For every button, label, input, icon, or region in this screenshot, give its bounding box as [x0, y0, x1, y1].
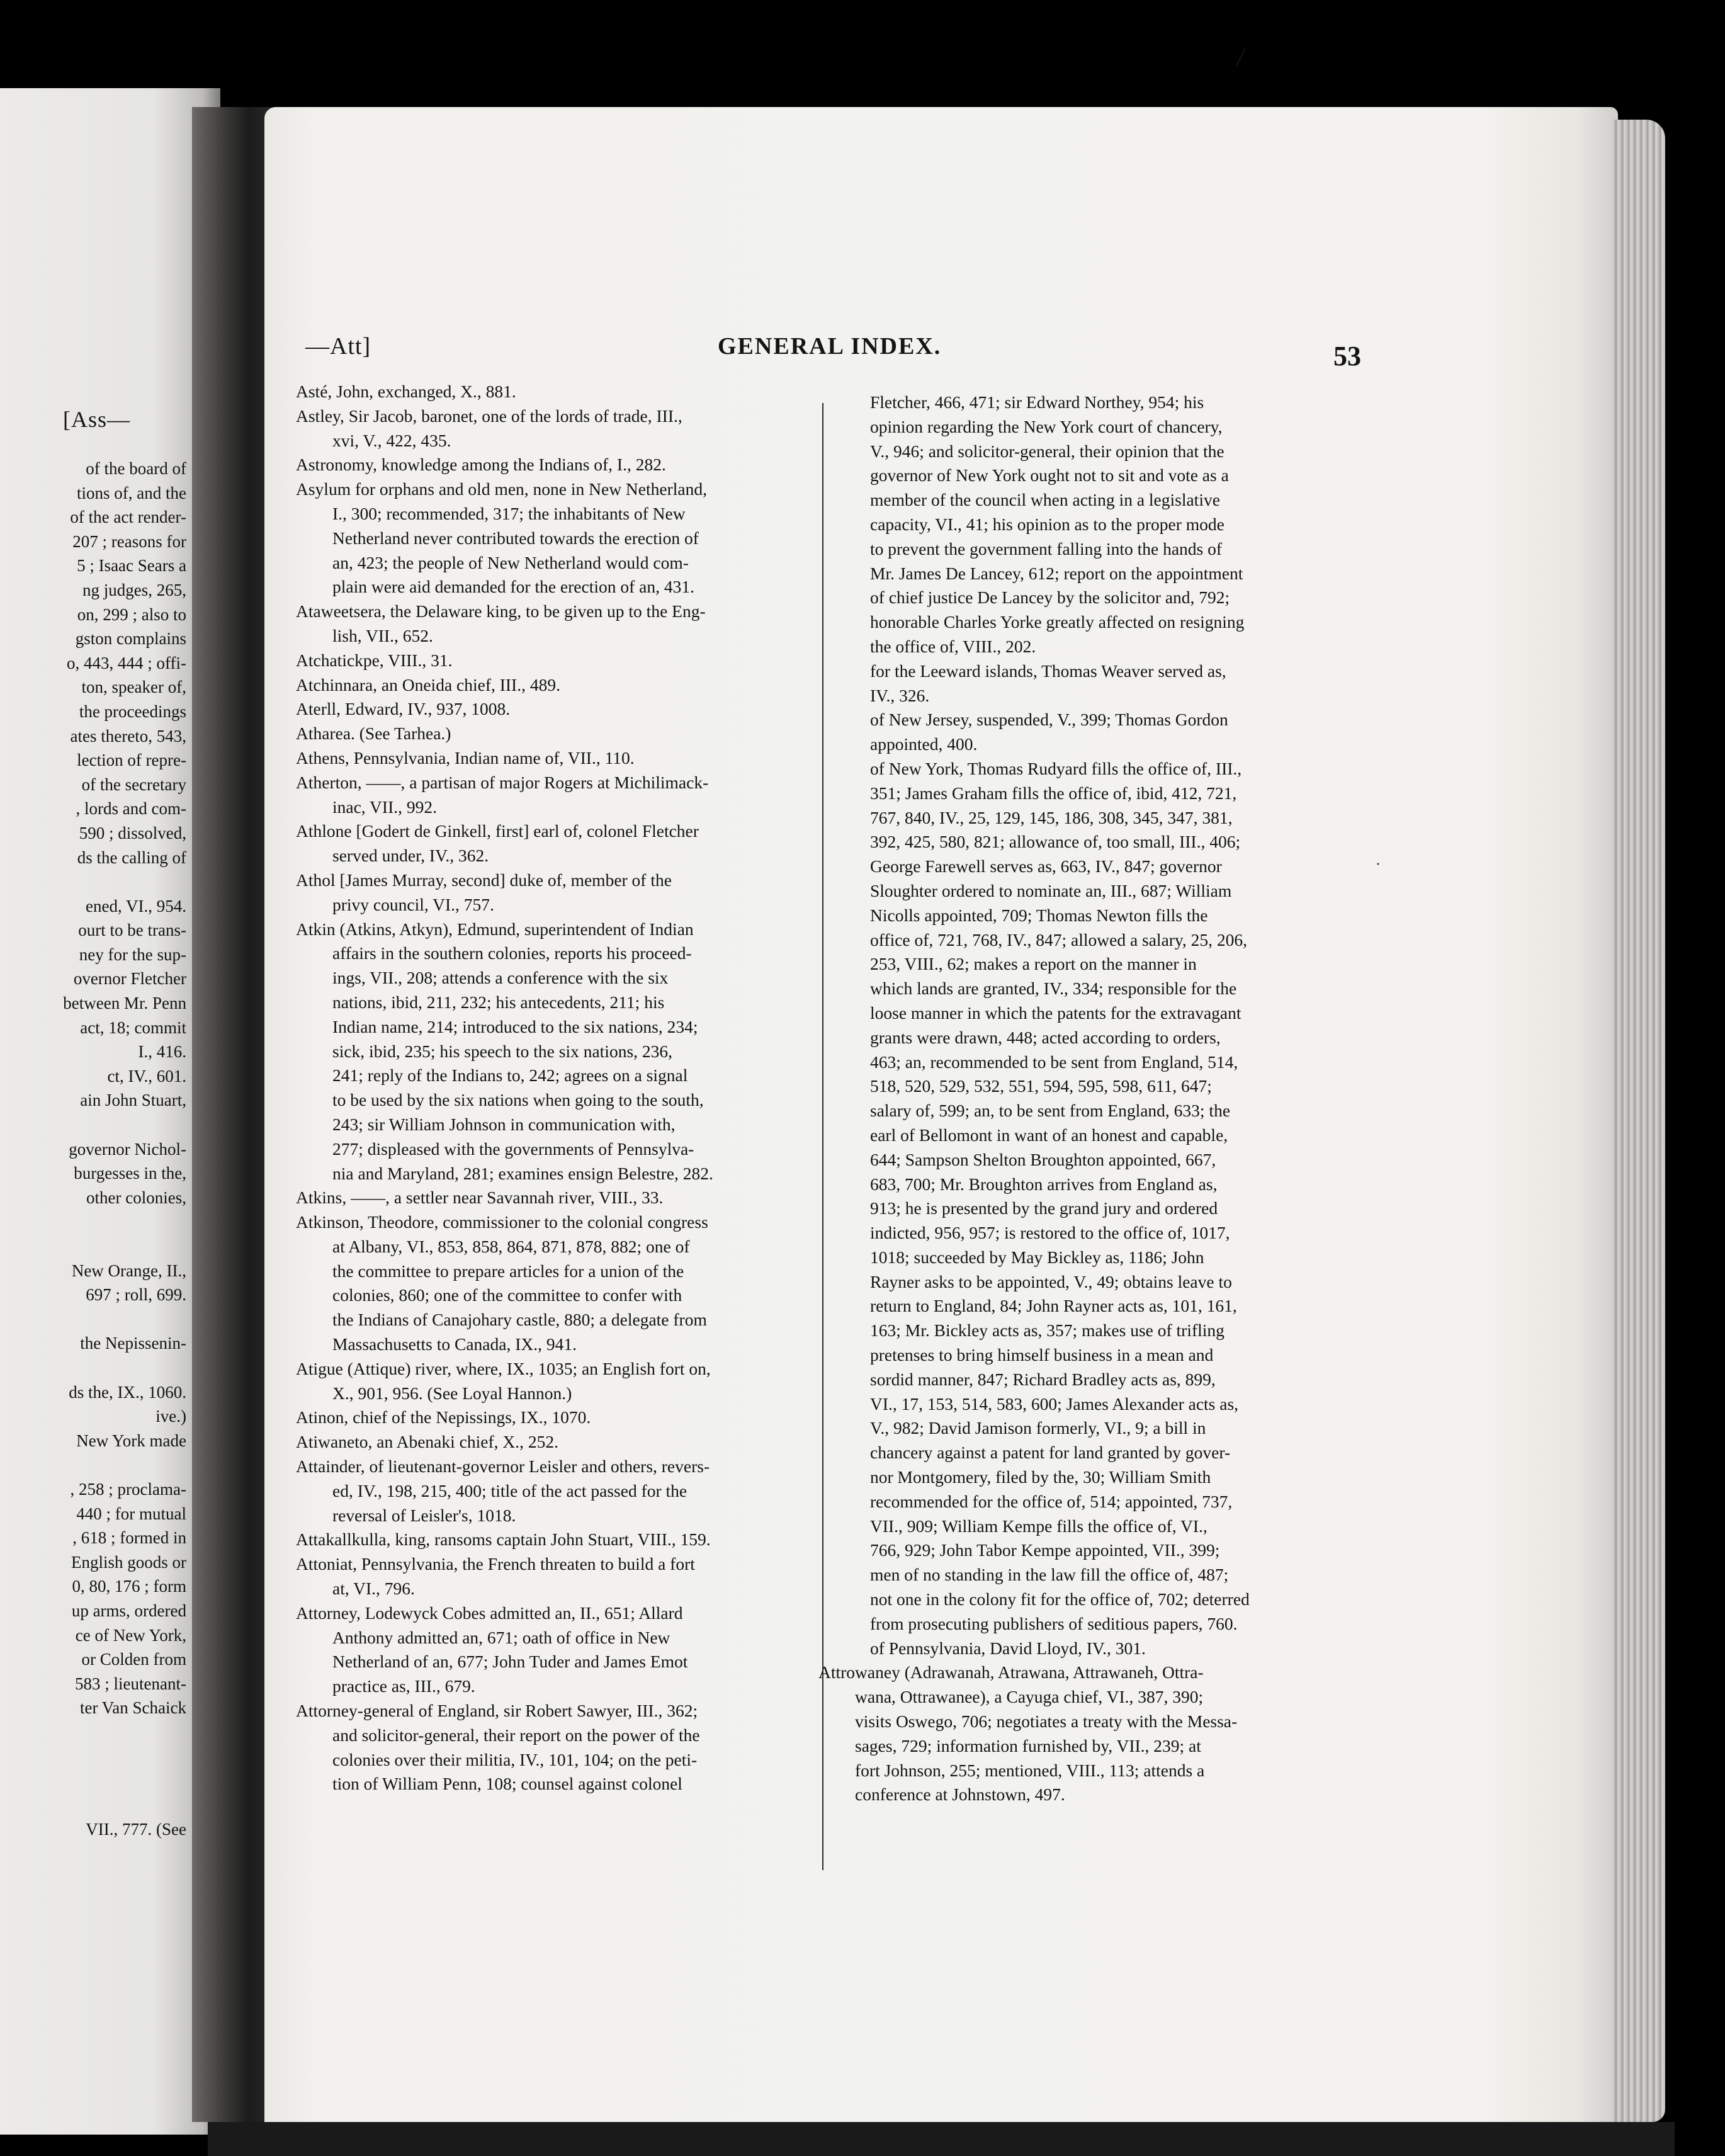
index-entry-line: X., 901, 956. (See Loyal Hannon.) — [332, 1383, 572, 1403]
stray-pen-mark: / — [1235, 41, 1247, 73]
index-column-right — [818, 390, 1366, 1807]
index-entry-line: Atchatickpe, VIII., 31. — [296, 650, 453, 670]
index-entry-line: grants were drawn, 448; acted according to orders, — [870, 1027, 1221, 1047]
index-subentry — [818, 708, 1366, 757]
index-entry-line: affairs in the southern colonies, reports his proceed- — [332, 943, 692, 963]
index-entry-line: of Pennsylvania, David Lloyd, IV., 301. — [870, 1638, 1146, 1658]
index-entry-line: Rayner asks to be appointed, V., 49; obtains leave to — [870, 1271, 1232, 1291]
left-page-line: 440 ; for mutual — [76, 1504, 186, 1523]
index-entry — [296, 673, 812, 698]
index-entry-line: xvi, V., 422, 435. — [332, 430, 451, 450]
index-entry-line: of New York, Thomas Rudyard fills the office of, III., — [870, 758, 1242, 778]
left-page-line: ds the calling of — [77, 848, 186, 867]
left-page-text-fragments — [0, 457, 214, 1842]
index-entry-line: the Indians of Canajohary castle, 880; a delegate from — [332, 1310, 707, 1330]
index-entry-line: fort Johnson, 255; mentioned, VIII., 113; attends a — [855, 1760, 1205, 1780]
index-entry-line: Atinon, chief of the Nepissings, IX., 1070. — [296, 1407, 591, 1427]
index-entry-line: the office of, VIII., 202. — [870, 636, 1036, 656]
left-page-line: I., 416. — [138, 1042, 186, 1062]
left-page-line — [0, 1720, 214, 1745]
index-entry — [296, 1357, 812, 1406]
index-entry-line: I., 300; recommended, 317; the inhabitants of New — [332, 503, 686, 523]
left-page-running-head: [Ass— — [63, 407, 131, 432]
index-entry-line: chancery against a patent for land granted by gover- — [870, 1443, 1231, 1463]
index-entry-line: Attorney-general of England, sir Robert Sawyer, III., 362; — [296, 1701, 698, 1721]
index-entry-line: and solicitor-general, their report on the power of the — [332, 1725, 700, 1745]
stray-dot-mark: · — [1376, 856, 1381, 873]
index-entry — [296, 404, 812, 453]
index-entry-line: colonies, 860; one of the committee to confer with — [332, 1285, 682, 1305]
index-entry-line: Mr. James De Lancey, 612; report on the appointment — [870, 563, 1243, 583]
left-page-line: 5 ; Isaac Sears a — [77, 556, 186, 576]
left-page-line: , lords and com- — [76, 799, 186, 819]
index-entry-line: member of the council when acting in a legislative — [870, 490, 1220, 510]
left-page-line — [0, 1453, 214, 1477]
index-entry — [296, 453, 812, 477]
index-entry-line: inac, VII., 992. — [332, 797, 437, 817]
index-entry-line: indicted, 956, 957; is restored to the office of, 1017, — [870, 1223, 1230, 1243]
left-page-line: between Mr. Penn — [63, 994, 186, 1013]
left-page-line: of the secretary — [81, 774, 186, 794]
left-page-line: English goods or — [71, 1552, 186, 1572]
index-entry-line: pretenses to bring himself business in a mean and — [870, 1345, 1214, 1365]
index-entry-line: ed, IV., 198, 215, 400; title of the act passed for the — [332, 1480, 687, 1501]
index-entry-line: V., 946; and solicitor-general, their opinion that the — [870, 441, 1224, 461]
index-entry-line: at Albany, VI., 853, 858, 864, 871, 878, 882; one of — [332, 1236, 690, 1256]
index-entry-line: Atiwaneto, an Abenaki chief, X., 252. — [296, 1432, 558, 1452]
index-entry-line: plain were aid demanded for the erection of an, 431. — [332, 577, 694, 597]
left-page-line — [0, 1210, 214, 1234]
index-entry-line: governor of New York ought not to sit and vote as a — [870, 465, 1229, 485]
index-entry-line: Astley, Sir Jacob, baronet, one of the lords of trade, III., — [296, 406, 682, 426]
index-entry-line: recommended for the office of, 514; appointed, 737, — [870, 1491, 1233, 1511]
page-stack-edge — [1612, 120, 1665, 2122]
index-entry-line: Atharea. (See Tarhea.) — [296, 723, 451, 744]
left-page-line: 697 ; roll, 699. — [86, 1285, 186, 1305]
index-entry — [296, 1552, 812, 1601]
left-page-line: ney for the sup- — [79, 945, 186, 964]
index-entry — [296, 697, 812, 722]
left-page-line: the Nepissenin- — [80, 1334, 186, 1353]
index-entry-line: Atherton, ——, a partisan of major Rogers at Michilimack- — [296, 772, 709, 792]
index-entry-line: Attainder, of lieutenant-governor Leisler and others, revers- — [296, 1456, 710, 1477]
running-head-range: —Att] — [305, 333, 371, 360]
index-entry — [296, 1455, 812, 1528]
index-entry-line: 163; Mr. Bickley acts as, 357; makes use of trifling — [870, 1320, 1224, 1341]
left-page-line: ive.) — [156, 1407, 186, 1426]
index-entry-line: to prevent the government falling into the hands of — [870, 538, 1223, 559]
left-page-line: ened, VI., 954. — [86, 896, 186, 916]
index-entry — [296, 1210, 812, 1357]
index-entry-line: Atkinson, Theodore, commissioner to the colonial congress — [296, 1212, 708, 1232]
index-entry — [296, 1528, 812, 1552]
index-entry-line: at, VI., 796. — [332, 1579, 415, 1599]
left-page-line: ourt to be trans- — [78, 921, 186, 940]
index-entry-line: Sloughter ordered to nominate an, III., 687; William — [870, 880, 1232, 900]
index-entry-line: of New Jersey, suspended, V., 399; Thomas Gordon — [870, 710, 1228, 730]
index-entry-line: Aterll, Edward, IV., 937, 1008. — [296, 699, 511, 719]
index-entry-line: Atchinnara, an Oneida chief, III., 489. — [296, 674, 560, 695]
index-entry-line: sick, ibid, 235; his speech to the six nations, 236, — [332, 1041, 673, 1061]
index-entry-line: privy council, VI., 757. — [332, 894, 494, 914]
index-entry-line: 767, 840, IV., 25, 129, 145, 186, 308, 345, 347, 381, — [870, 807, 1233, 827]
left-page-line: ates thereto, 543, — [70, 726, 186, 746]
index-entry-line: VI., 17, 153, 514, 583, 600; James Alexander acts as, — [870, 1393, 1239, 1414]
index-entry-line: 1018; succeeded by May Bickley as, 1186; John — [870, 1247, 1204, 1267]
page-number: 53 — [1333, 341, 1361, 372]
index-entry — [296, 1186, 812, 1210]
index-entry-line: Netherland of an, 677; John Tuder and James Emot — [332, 1652, 688, 1672]
left-page-line — [0, 870, 214, 894]
index-entry-line: Athol [James Murray, second] duke of, member of the — [296, 870, 672, 890]
left-page-line: VII., 777. (See — [86, 1820, 186, 1839]
index-entry-line: 351; James Graham fills the office of, ibid, 412, 721, — [870, 783, 1237, 803]
index-entry — [296, 819, 812, 868]
left-page-line: the proceedings — [79, 701, 186, 721]
index-entry-line: Astronomy, knowledge among the Indians of, I., 282. — [296, 455, 666, 475]
left-page-line: tions of, and the — [77, 483, 186, 502]
left-page-line: ct, IV., 601. — [107, 1066, 186, 1086]
left-page-line: New York made — [76, 1431, 186, 1450]
index-entry-line: Indian name, 214; introduced to the six nations, 234; — [332, 1016, 698, 1036]
index-entry-line: return to England, 84; John Rayner acts as, 101, 161, — [870, 1296, 1237, 1316]
index-entry-line: Asté, John, exchanged, X., 881. — [296, 382, 516, 401]
index-entry-line: served under, IV., 362. — [332, 846, 489, 866]
index-entry-line: honorable Charles Yorke greatly affected on resigning — [870, 612, 1245, 632]
left-page-line: ter Van Schaick — [80, 1698, 186, 1718]
left-page-line: on, 299 ; also to — [77, 604, 186, 624]
left-page-line: governor Nichol- — [69, 1139, 186, 1159]
left-page-line: New Orange, II., — [71, 1261, 186, 1280]
index-entry-line: Ataweetsera, the Delaware king, to be given up to the Eng- — [296, 601, 706, 621]
left-page-line: ain John Stuart, — [80, 1091, 186, 1110]
index-entry — [296, 771, 812, 820]
index-entry-line: to be used by the six nations when going to the south, — [332, 1090, 704, 1110]
index-entry-line: 683, 700; Mr. Broughton arrives from England as, — [870, 1174, 1218, 1194]
index-entry-line: Attrowaney (Adrawanah, Atrawana, Attrawaneh, Ottra- — [818, 1662, 1204, 1682]
index-entry-line: Atkins, ——, a settler near Savannah river, VIII., 33. — [296, 1188, 664, 1208]
index-entry — [296, 1699, 812, 1796]
index-entry-line: loose manner in which the patents for the extravagant — [870, 1002, 1241, 1023]
index-entry — [296, 1601, 812, 1699]
left-page-line — [0, 1356, 214, 1380]
left-page-line: or Colden from — [81, 1650, 186, 1669]
left-page-line — [0, 1234, 214, 1259]
index-entry-line: 243; sir William Johnson in communication with, — [332, 1114, 676, 1134]
index-entry-line: 392, 425, 580, 821; allowance of, too small, III., 406; — [870, 832, 1241, 852]
left-page-line: gston complains — [75, 629, 186, 649]
index-entry — [296, 477, 812, 599]
index-entry-line: Anthony admitted an, 671; oath of office in New — [332, 1627, 670, 1647]
index-entry-line: office of, 721, 768, IV., 847; allowed a salary, 25, 206, — [870, 929, 1248, 950]
index-subentry — [818, 1637, 1366, 1661]
index-entry-line: Attorney, Lodewyck Cobes admitted an, II., 651; Allard — [296, 1603, 683, 1623]
left-page-line: lection of repre- — [77, 751, 186, 770]
index-entry-line: tion of William Penn, 108; counsel against colonel — [332, 1774, 682, 1794]
index-entry — [296, 722, 812, 746]
index-entry-line: practice as, III., 679. — [332, 1676, 475, 1696]
index-entry-line: wana, Ottrawanee), a Cayuga chief, VI., 387, 390; — [855, 1687, 1204, 1707]
index-entry-line: colonies over their militia, IV., 101, 104; on the peti- — [332, 1749, 698, 1769]
left-page-line: of the board of — [86, 459, 186, 478]
left-page-line: 207 ; reasons for — [72, 531, 186, 551]
index-entry — [296, 1405, 812, 1430]
left-page-line — [0, 1793, 214, 1818]
left-page-line: burgesses in the, — [74, 1164, 186, 1183]
index-entry-line: Atigue (Attique) river, where, IX., 1035; an English fort on, — [296, 1358, 711, 1378]
index-entry-line: Asylum for orphans and old men, none in New Netherland, — [296, 479, 707, 499]
left-page-line: ds the, IX., 1060. — [69, 1382, 186, 1402]
index-entry-line: 241; reply of the Indians to, 242; agrees on a signal — [332, 1065, 688, 1086]
left-page-line: up arms, ordered — [71, 1601, 186, 1620]
index-entry-line: 277; displeased with the governments of Pennsylva- — [332, 1138, 694, 1159]
left-page-line: act, 18; commit — [80, 1018, 186, 1037]
index-entry-line: IV., 326. — [870, 685, 930, 705]
index-entry — [818, 1660, 1366, 1807]
index-entry-line: V., 982; David Jamison formerly, VI., 9; a bill in — [870, 1418, 1206, 1438]
index-entry — [296, 868, 812, 917]
index-entry-line: Attakallkulla, king, ransoms captain John Stuart, VIII., 159. — [296, 1529, 711, 1550]
left-page-line: ce of New York, — [75, 1625, 186, 1645]
left-page-line — [0, 1307, 214, 1332]
index-entry — [296, 380, 812, 404]
index-entry — [296, 1430, 812, 1455]
index-entry-line: VII., 909; William Kempe fills the office of, VI., — [870, 1516, 1208, 1536]
index-entry-line: 463; an, recommended to be sent from England, 514, — [870, 1052, 1238, 1072]
index-subentry — [818, 757, 1366, 1637]
index-entry-line: not one in the colony fit for the office of, 702; deterred — [870, 1589, 1250, 1609]
index-entry-line: George Farewell serves as, 663, IV., 847; governor — [870, 856, 1222, 877]
index-entry-line: Athlone [Godert de Ginkell, first] earl of, colonel Fletcher — [296, 821, 699, 841]
index-entry-line: earl of Bellomont in want of an honest and capable, — [870, 1125, 1228, 1145]
index-entry — [296, 917, 812, 1186]
page-title: GENERAL INDEX. — [718, 333, 942, 360]
index-entry-line: 766, 929; John Tabor Kempe appointed, VII., 399; — [870, 1540, 1220, 1560]
left-page-line: other colonies, — [86, 1188, 186, 1207]
left-page-line: overnor Fletcher — [73, 969, 186, 989]
index-entry-line: nia and Maryland, 281; examines ensign Belestre, 282. — [332, 1163, 713, 1183]
left-page-line: 590 ; dissolved, — [79, 823, 186, 843]
index-entry-line: 518, 520, 529, 532, 551, 594, 595, 598, 611, 647; — [870, 1076, 1212, 1096]
index-entry-line: capacity, VI., 41; his opinion as to the proper mode — [870, 514, 1224, 534]
left-page-line: 583 ; lieutenant- — [75, 1674, 186, 1693]
index-entry — [296, 599, 812, 649]
index-entry — [296, 746, 812, 771]
index-entry-line: for the Leeward islands, Thomas Weaver served as, — [870, 661, 1226, 681]
index-entry-line: Fletcher, 466, 471; sir Edward Northey, 954; his — [870, 392, 1204, 412]
index-entry-line: Attoniat, Pennsylvania, the French threaten to build a fort — [296, 1554, 695, 1574]
index-entry-line: lish, VII., 652. — [332, 625, 433, 645]
index-entry-line: conference at Johnstown, 497. — [855, 1784, 1065, 1805]
left-page-line: o, 443, 444 ; offi- — [67, 653, 186, 672]
index-entry-line: 913; he is presented by the grand jury and ordered — [870, 1198, 1218, 1218]
index-entry-line: 644; Sampson Shelton Broughton appointed, 667, — [870, 1149, 1216, 1169]
left-page-line: ng judges, 265, — [82, 580, 186, 599]
index-entry — [296, 649, 812, 673]
left-page-line: ton, speaker of, — [81, 678, 186, 697]
index-entry-continued — [818, 390, 1366, 659]
index-entry-line: an, 423; the people of New Netherland would com- — [332, 552, 689, 572]
left-page-line — [0, 1744, 214, 1769]
index-entry-line: Atkin (Atkins, Atkyn), Edmund, superintendent of Indian — [296, 919, 694, 939]
index-entry-line: men of no standing in the law fill the office of, 487; — [870, 1565, 1229, 1585]
left-page-line: 0, 80, 176 ; form — [72, 1577, 186, 1596]
index-entry-line: from prosecuting publishers of seditious papers, 760. — [870, 1613, 1238, 1633]
left-page-line — [0, 1113, 214, 1137]
index-entry-line: Netherland never contributed towards the erection of — [332, 528, 699, 548]
index-subentry — [818, 659, 1366, 708]
index-entry-line: sordid manner, 847; Richard Bradley acts as, 899, — [870, 1369, 1216, 1389]
index-entry-line: nor Montgomery, filed by the, 30; William Smith — [870, 1467, 1211, 1487]
index-entry-line: 253, VIII., 62; makes a report on the manner in — [870, 954, 1197, 974]
index-entry-line: Nicolls appointed, 709; Thomas Newton fills the — [870, 905, 1208, 925]
left-page-line: , 258 ; proclama- — [70, 1479, 186, 1499]
index-entry-line: of chief justice De Lancey by the solicitor and, 792; — [870, 587, 1230, 608]
index-entry-line: Athens, Pennsylvania, Indian name of, VII., 110. — [296, 747, 635, 768]
index-entry-line: ings, VII., 208; attends a conference with the six — [332, 968, 669, 988]
index-entry-line: reversal of Leisler's, 1018. — [332, 1505, 516, 1525]
index-entry-line: nations, ibid, 211, 232; his antecedents, 211; his — [332, 992, 665, 1012]
index-entry-line: which lands are granted, IV., 334; responsible for the — [870, 979, 1237, 999]
scan-bottom-border — [208, 2122, 1675, 2156]
index-entry-line: the committee to prepare articles for a union of the — [332, 1261, 684, 1281]
index-entry-line: visits Oswego, 706; negotiates a treaty with the Messa- — [855, 1711, 1238, 1732]
index-entry-line: salary of, 599; an, to be sent from England, 633; the — [870, 1101, 1231, 1121]
index-entry-line: sages, 729; information furnished by, VII., 239; at — [855, 1735, 1201, 1756]
index-entry-line: Massachusetts to Canada, IX., 941. — [332, 1334, 577, 1354]
left-page-line — [0, 1769, 214, 1793]
left-page-line: , 618 ; formed in — [72, 1528, 186, 1548]
left-page-line: of the act render- — [70, 508, 186, 527]
index-entry-line: appointed, 400. — [870, 734, 978, 754]
index-column-left — [296, 380, 812, 1796]
facing-page-left — [0, 88, 220, 2135]
index-entry-line: opinion regarding the New York court of chancery, — [870, 416, 1223, 436]
